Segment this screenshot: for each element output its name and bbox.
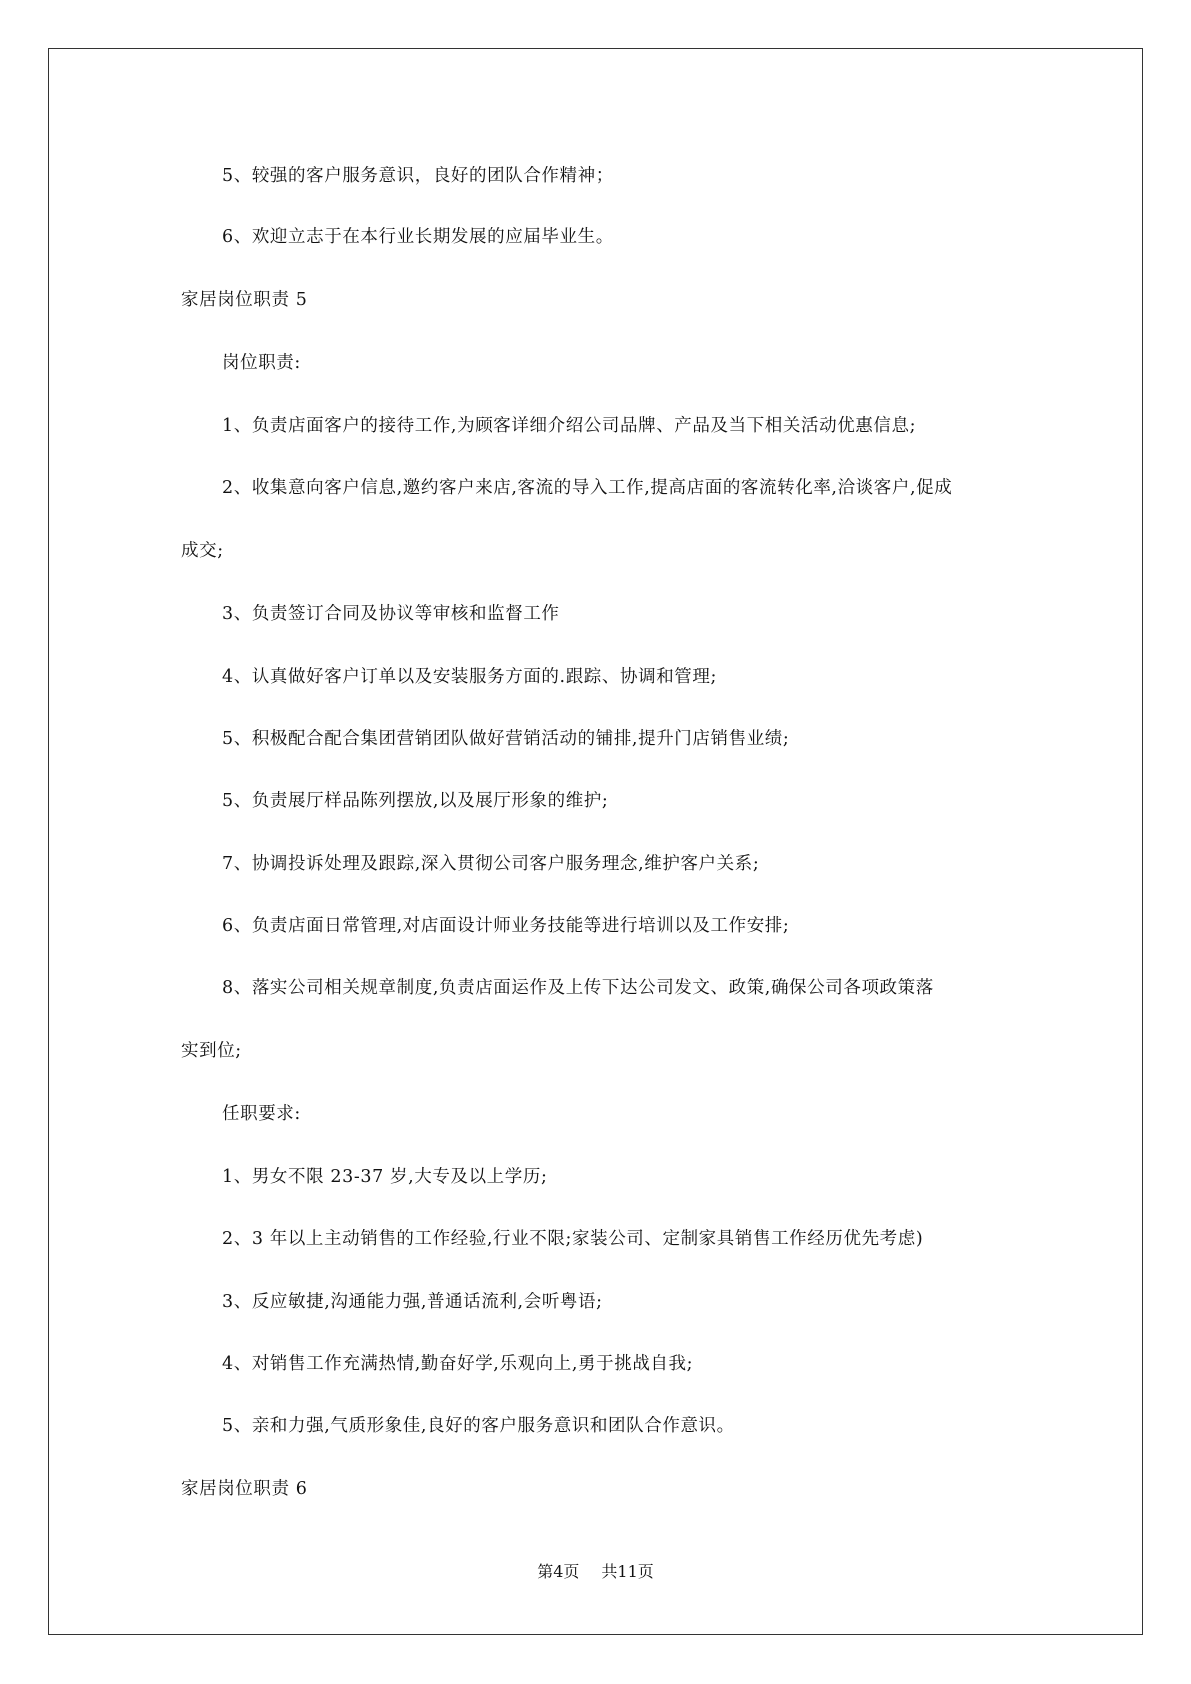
text-line: 7、协调投诉处理及跟踪,深入贯彻公司客户服务理念,维护客户关系; bbox=[222, 854, 760, 874]
text-line: 5、负责展厅样品陈列摆放,以及展厅形象的维护; bbox=[222, 791, 609, 811]
page-footer bbox=[0, 1562, 1191, 1582]
subsection-heading: 任职要求: bbox=[222, 1104, 301, 1124]
text-line: 1、男女不限 23-37 岁,大专及以上学历; bbox=[222, 1167, 548, 1187]
text-line: 1、负责店面客户的接待工作,为顾客详细介绍公司品牌、产品及当下相关活动优惠信息; bbox=[222, 416, 917, 436]
text-line: 3、负责签订合同及协议等审核和监督工作 bbox=[222, 604, 560, 624]
text-line: 4、认真做好客户订单以及安装服务方面的.跟踪、协调和管理; bbox=[222, 667, 717, 687]
text-line: 2、3 年以上主动销售的工作经验,行业不限;家装公司、定制家具销售工作经历优先考虑) bbox=[222, 1229, 924, 1249]
text-line: 5、亲和力强,气质形象佳,良好的客户服务意识和团队合作意识。 bbox=[222, 1416, 735, 1436]
subsection-heading: 岗位职责: bbox=[222, 353, 301, 373]
text-line: 5、积极配合配合集团营销团队做好营销活动的铺排,提升门店销售业绩; bbox=[222, 729, 790, 749]
text-line: 2、收集意向客户信息,邀约客户来店,客流的导入工作,提高店面的客流转化率,洽谈客户,促成 bbox=[222, 478, 953, 498]
text-line: 成交; bbox=[181, 541, 224, 561]
text-line: 4、对销售工作充满热情,勤奋好学,乐观向上,勇于挑战自我; bbox=[222, 1354, 694, 1374]
text-line: 3、反应敏捷,沟通能力强,普通话流利,会听粤语; bbox=[222, 1292, 603, 1312]
section-heading: 家居岗位职责 5 bbox=[181, 290, 308, 310]
text-line: 5、较强的客户服务意识，良好的团队合作精神； bbox=[222, 166, 614, 186]
text-line: 实到位; bbox=[181, 1041, 242, 1061]
text-line: 6、欢迎立志于在本行业长期发展的应届毕业生。 bbox=[222, 227, 614, 247]
section-heading: 家居岗位职责 6 bbox=[181, 1479, 308, 1499]
text-line: 8、落实公司相关规章制度,负责店面运作及上传下达公司发文、政策,确保公司各项政策落 bbox=[222, 978, 934, 998]
current-page-label: 第4页 bbox=[537, 1562, 580, 1581]
text-line: 6、负责店面日常管理,对店面设计师业务技能等进行培训以及工作安排; bbox=[222, 916, 790, 936]
total-pages-label: 共11页 bbox=[601, 1562, 654, 1581]
